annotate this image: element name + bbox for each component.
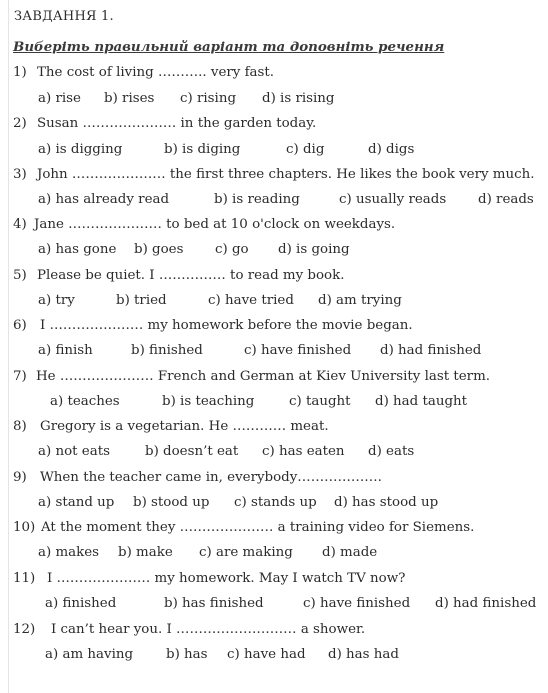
option-b: b) doesn’t eat [145, 444, 239, 459]
task-title: ЗАВДАННЯ 1. [14, 9, 114, 24]
option-b: b) has [166, 647, 208, 662]
option-b: b) has finished [164, 596, 264, 611]
option-a: a) am having [45, 647, 134, 662]
option-c: c) stands up [234, 495, 317, 510]
option-b: b) make [118, 545, 173, 560]
option-d: d) has stood up [334, 495, 439, 510]
option-a: a) makes [38, 545, 100, 560]
option-a: a) is digging [38, 142, 123, 157]
option-a: a) not eats [38, 444, 110, 459]
option-c: c) have tried [208, 293, 294, 308]
option-d: d) had taught [375, 394, 468, 409]
option-b: b) stood up [133, 495, 210, 510]
option-d: d) eats [368, 444, 415, 459]
question-number: 11) [13, 571, 36, 586]
option-c: c) taught [289, 394, 351, 409]
option-d: d) digs [368, 142, 415, 157]
option-d: d) had finished [380, 343, 482, 358]
option-c: c) has eaten [262, 444, 345, 459]
question-number: 10) [13, 520, 36, 535]
option-a: a) has already read [38, 192, 170, 207]
question-number: 2) [13, 116, 27, 131]
option-d: d) has had [328, 647, 399, 662]
question-number: 5) [13, 268, 27, 283]
question-number: 8) [13, 419, 27, 434]
option-a: a) stand up [38, 495, 115, 510]
option-b: b) tried [116, 293, 167, 308]
question-number: 6) [13, 318, 27, 333]
question-text: I ………………… my homework. May I watch TV now? [47, 571, 406, 586]
option-b: b) is diging [164, 142, 241, 157]
question-text: Gregory is a vegetarian. He ………… meat. [40, 419, 329, 434]
option-c: c) have had [227, 647, 306, 662]
option-a: a) finish [38, 343, 93, 358]
question-text: When the teacher came in, everybody………………. [40, 470, 382, 485]
option-d: d) is going [278, 242, 350, 257]
option-b: b) finished [131, 343, 203, 358]
option-d: d) is rising [262, 91, 335, 106]
option-c: c) usually reads [339, 192, 447, 207]
option-c: c) rising [180, 91, 237, 106]
question-text: At the moment they ………………… a training video for Siemens. [41, 520, 475, 535]
option-b: b) rises [104, 91, 155, 106]
question-number: 1) [13, 65, 27, 80]
instruction-heading: Виберіть правильний варіант та доповніть речення [13, 39, 445, 55]
option-c: c) have finished [244, 343, 352, 358]
option-d: d) had finished [435, 596, 537, 611]
option-c: c) dig [286, 142, 325, 157]
question-text: Susan ………………… in the garden today. [37, 116, 317, 131]
question-text: The cost of living ……….. very fast. [37, 65, 275, 80]
question-number: 7) [13, 369, 27, 384]
option-c: c) have finished [303, 596, 411, 611]
option-a: a) rise [38, 91, 81, 106]
question-number: 4) [13, 217, 27, 232]
question-text: I can’t hear you. I ……………………… a shower. [51, 622, 366, 637]
option-a: a) finished [45, 596, 117, 611]
question-text: I ………………… my homework before the movie began. [40, 318, 413, 333]
question-number: 9) [13, 470, 27, 485]
question-text: John ………………… the first three chapters. He likes the book very much. [37, 167, 535, 182]
question-text: Please be quiet. I …………… to read my book. [37, 268, 345, 283]
question-text: Jane ………………… to bed at 10 o'clock on weekdays. [34, 217, 396, 232]
option-c: c) go [215, 242, 249, 257]
question-number: 3) [13, 167, 27, 182]
option-d: d) made [322, 545, 378, 560]
option-c: c) are making [199, 545, 293, 560]
option-b: b) is teaching [162, 394, 255, 409]
option-d: d) am trying [318, 293, 402, 308]
question-text: He ………………… French and German at Kiev University last term. [36, 369, 491, 384]
option-a: a) try [38, 293, 75, 308]
left-margin-line [8, 0, 9, 693]
option-b: b) goes [134, 242, 184, 257]
option-a: a) has gone [38, 242, 117, 257]
option-d: d) reads [478, 192, 534, 207]
question-number: 12) [13, 622, 36, 637]
option-a: a) teaches [50, 394, 120, 409]
option-b: b) is reading [214, 192, 300, 207]
